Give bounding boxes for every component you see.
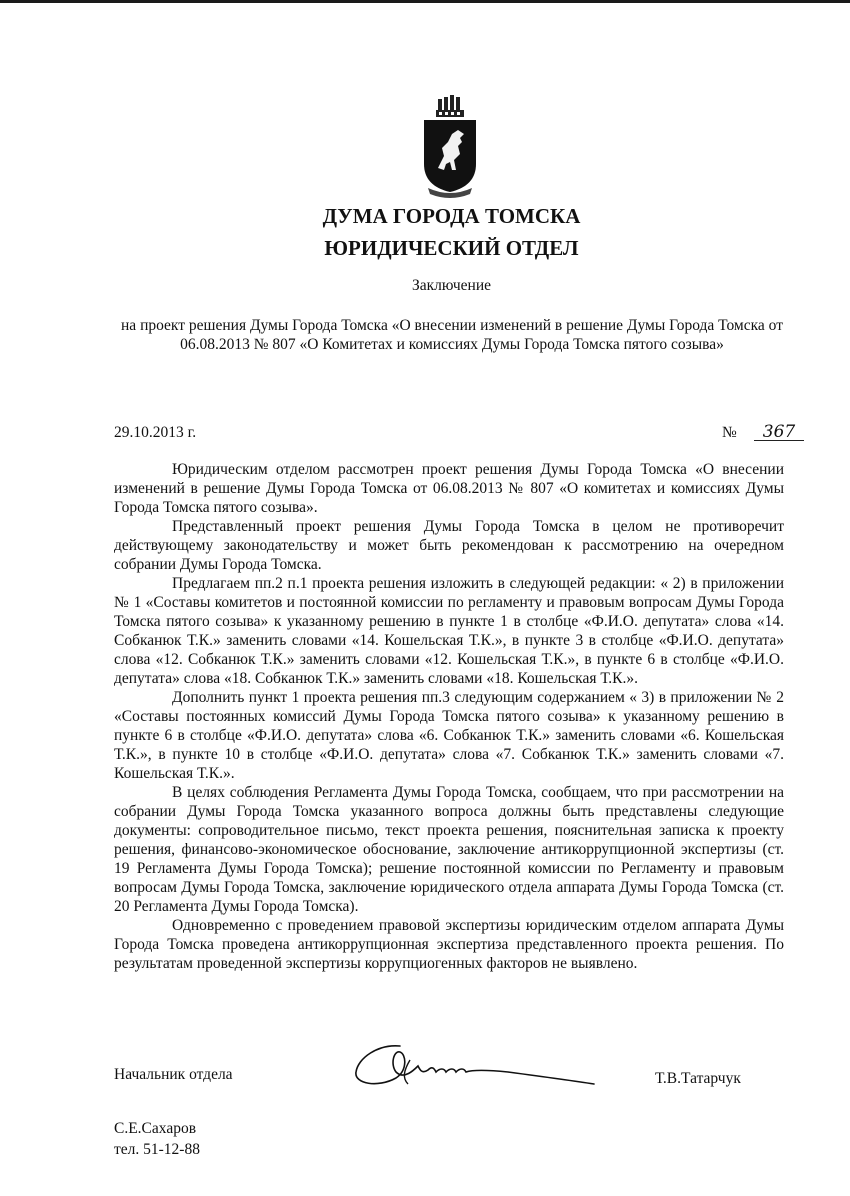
paragraph: В целях соблюдения Регламента Думы Города Томска, сообщаем, что при рассмотрении на собрании Думы Города Томска указанного вопроса должны быть представлены следующие документы: сопроводительное письмо, текст проекта решения, пояснительная записка к проекту решения, финансово-экономическое обоснование, заключение антикоррупционной экспертизы (ст. 19 Регламента Думы Города Томска); решение постоянной комиссии по Регламенту и правовым вопросам Думы Города Томска, заключение юридического отдела аппарата Думы Города Томска (ст. 20 Регламента Думы Города Томска). (114, 784, 784, 915)
scan-top-edge (0, 0, 850, 3)
executor-phone: тел. 51-12-88 (114, 1141, 200, 1158)
coat-of-arms-emblem (414, 94, 486, 198)
signer-name: Т.В.Татарчук (655, 1070, 741, 1087)
number-label: № (722, 424, 737, 441)
organization-title: ДУМА ГОРОДА ТОМСКА (322, 204, 581, 228)
document-subject: на проект решения Думы Города Томска «О внесении изменений в решение Думы Города Томска от 06.08.2013 № 807 «О Комитетах и комиссиях Думы Города Томска пятого созыва» (121, 317, 783, 353)
paragraph: Одновременно с проведением правовой экспертизы юридическим отделом аппарата Думы Города Томска проведена антикоррупционная экспертиза представленного проекта решения. По результатам проведенной экспертизы коррупциогенных факторов не выявлено. (114, 917, 784, 972)
document-kind: Заключение (411, 277, 492, 294)
signer-position: Начальник отдела (114, 1066, 233, 1083)
paragraph: Юридическим отделом рассмотрен проект решения Думы Города Томска «О внесении изменений в решение Думы Города Томска от 06.08.2013 № 807 «О комитетах и комиссиях Думы Города Томска пятого созыва». (114, 461, 784, 516)
document-body (114, 460, 784, 973)
crown-icon (436, 95, 464, 117)
document-date: 29.10.2013 г. (114, 424, 197, 441)
handwritten-signature (348, 1040, 596, 1092)
number-value: 367 (754, 425, 804, 441)
document-number (722, 424, 804, 442)
executor-name: С.Е.Сахаров (114, 1120, 197, 1137)
paragraph: Дополнить пункт 1 проекта решения пп.3 следующим содержанием « 3) в приложении № 2 «Составы постоянных комиссий Думы Города Томска пятого созыва» к указанному решению в пункте 6 в столбце «Ф.И.О. депутата» слова «6. Собканюк Т.К.» заменить словами «6. Кошельская Т.К.», в пункте 10 в столбце «Ф.И.О. депутата» слова «7. Собканюк Т.К.» заменить словами «7. Кошельская Т.К.». (114, 689, 784, 782)
paragraph: Представленный проект решения Думы Города Томска в целом не противоречит действующему законодательству и может быть рекомендован к рассмотрению на очередном собрании Думы Города Томска. (114, 518, 784, 573)
paragraph: Предлагаем пп.2 п.1 проекта решения изложить в следующей редакции: « 2) в приложении № 1 «Составы комитетов и постоянной комиссии по регламенту и правовым вопросам Думы Города Томска пятого созыва» к указанному решению в пункте 1 в столбце «Ф.И.О. депутата» слова «14. Собканюк Т.К.» заменить словами «14. Кошельская Т.К.», в пункте 3 в столбце «Ф.И.О. депутата» слова «12. Собканюк Т.К.» заменить словами «12. Кошельская Т.К.», в пункте 6 в столбце «Ф.И.О. депутата» слова «18. Собканюк Т.К.» заменить словами «18. Кошельская Т.К.». (114, 575, 784, 687)
department-title: ЮРИДИЧЕСКИЙ ОТДЕЛ (324, 236, 579, 260)
